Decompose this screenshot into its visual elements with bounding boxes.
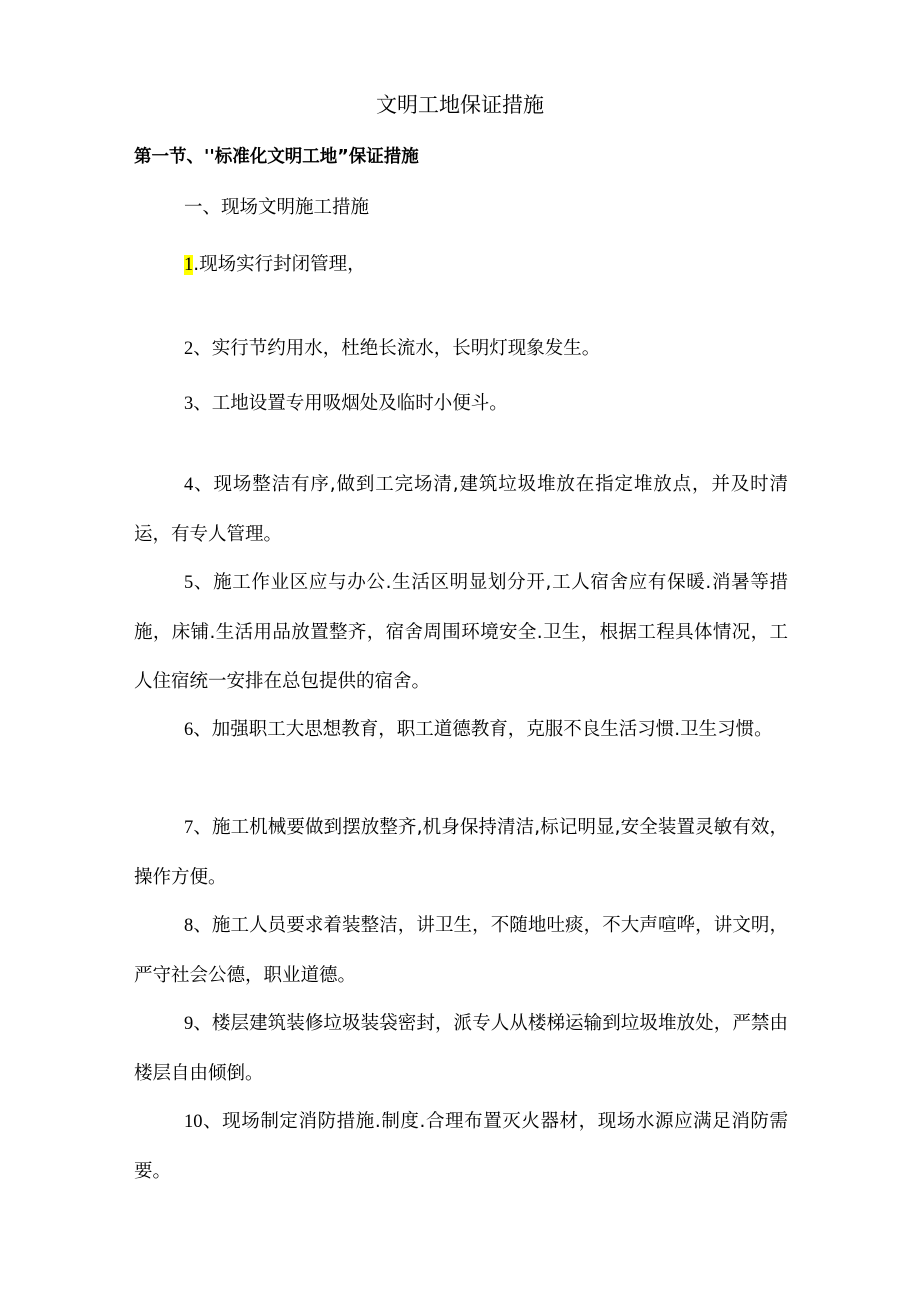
list-item bbox=[134, 379, 788, 429]
item-number: 7 bbox=[184, 818, 194, 838]
item-text: 、施工作业区应与办公.生活区明显划分开,工人宿舍应有保暖.消暑等措施，床铺.生活用品放置整齐，宿舍周围环境安全.卫生，根据工程具体情况，工人住宿统一安排在总包提供的宿舍。 bbox=[134, 572, 788, 692]
item-text: 、加强职工大思想教育，职工道德教育，克服不良生活习惯.卫生习惯。 bbox=[193, 719, 773, 740]
item-text: 、楼层建筑装修垃圾装袋密封，派专人从楼梯运输到垃圾堆放处，严禁由楼层自由倾倒。 bbox=[134, 1013, 788, 1084]
item-text: 、实行节约用水，杜绝长流水，长明灯现象发生。 bbox=[193, 338, 601, 359]
document-title: 文明工地保证措施 bbox=[376, 93, 544, 117]
list-item bbox=[134, 558, 788, 706]
subsection-heading: 一、现场文明施工措施 bbox=[184, 197, 370, 218]
list-item bbox=[134, 705, 788, 755]
list-item bbox=[184, 248, 366, 282]
list-item bbox=[134, 803, 788, 902]
list-item bbox=[134, 1097, 788, 1196]
item-text: 、施工人员要求着装整洁，讲卫生，不随地吐痰，不大声喧哗，讲文明，严守社会公德，职业道德。 bbox=[134, 915, 788, 986]
list-item bbox=[134, 460, 788, 559]
item-number: 4 bbox=[184, 475, 194, 495]
item-number: 5 bbox=[184, 573, 194, 593]
list-item bbox=[134, 901, 788, 1000]
item-number: 10 bbox=[184, 1112, 203, 1132]
item-number: 3 bbox=[184, 394, 194, 414]
list-item bbox=[134, 999, 788, 1098]
item-text: 、现场制定消防措施.制度.合理布置灭火器材，现场水源应满足消防需要。 bbox=[134, 1111, 788, 1182]
item-number: 1 bbox=[184, 255, 194, 275]
section-heading: 第一节、''标准化文明工地”保证措施 bbox=[134, 147, 419, 167]
item-text: .现场实行封闭管理， bbox=[193, 254, 366, 275]
item-text: 、现场整洁有序,做到工完场清,建筑垃圾堆放在指定堆放点，并及时清运，有专人管理。 bbox=[134, 474, 788, 545]
item-number: 6 bbox=[184, 720, 194, 740]
item-number: 8 bbox=[184, 916, 194, 936]
item-number: 9 bbox=[184, 1014, 194, 1034]
item-text: 、工地设置专用吸烟处及临时小便斗。 bbox=[193, 393, 508, 414]
item-number: 2 bbox=[184, 339, 194, 359]
item-text: 、施工机械要做到摆放整齐,机身保持清洁,标记明显,安全装置灵敏有效，操作方便。 bbox=[134, 817, 788, 888]
list-item bbox=[134, 324, 788, 374]
